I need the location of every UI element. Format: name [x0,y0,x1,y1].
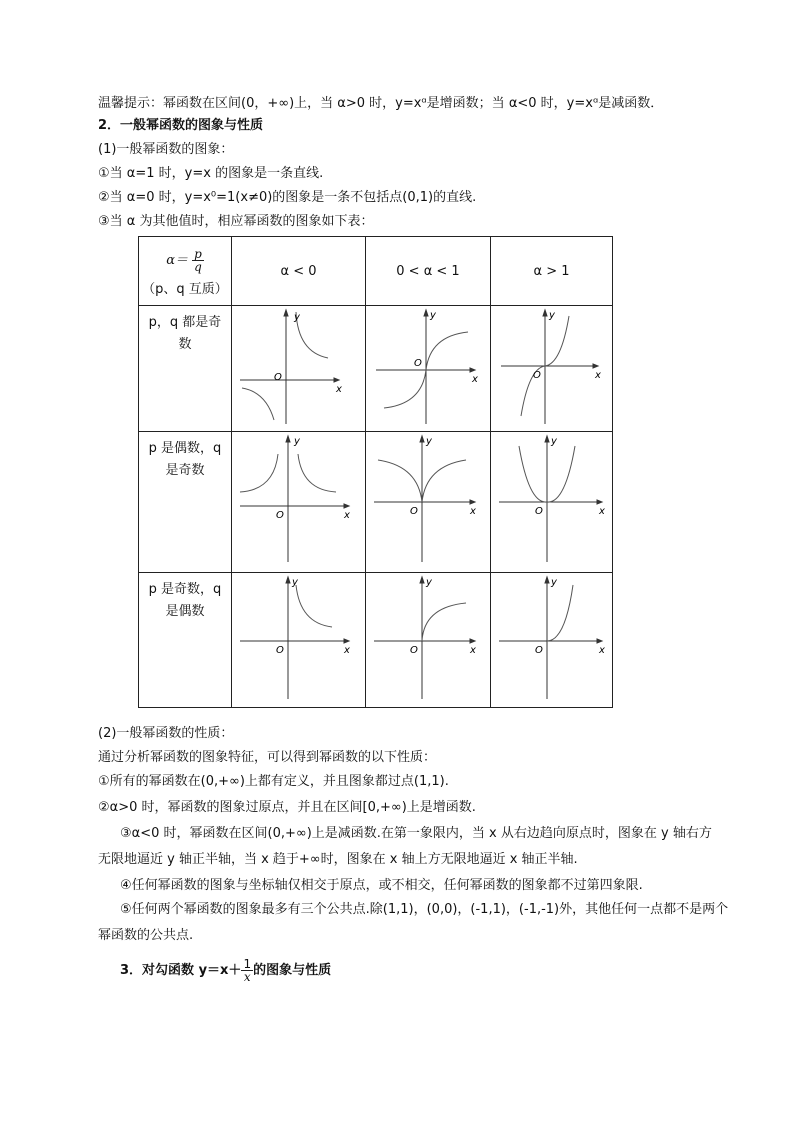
svg-text:O: O [276,645,284,656]
graph-odd-odd-neg [232,306,366,432]
col-header-mid: 0 < α < 1 [366,237,491,306]
svg-text:y: y [426,436,432,447]
svg-text:x: x [344,645,350,656]
prop-3-line2: 无限地逼近 y 轴正半轴，当 x 趋于+∞时，图象在 x 轴上方无限地逼近 x 轴正半轴. [98,852,578,867]
svg-text:x: x [470,645,476,656]
graph-even-odd-big [491,432,613,573]
svg-text:O: O [535,506,543,517]
svg-text:y: y [294,312,300,323]
svg-text:x: x [470,506,476,517]
prop-5-line2: 幂函数的公共点. [98,928,194,943]
svg-text:x: x [472,374,478,385]
svg-text:O: O [410,645,418,656]
row-header-odd-even: p 是奇数，q 是偶数 [139,573,232,708]
svg-text:x: x [344,510,350,521]
row-header-odd-odd: p，q 都是奇 数 [139,306,232,432]
svg-text:y: y [426,577,432,588]
p-over-q: $\frac{p}{q}$ [194,246,202,274]
sub1-title: (1)一般幂函数的图象： [98,142,234,157]
svg-text:O: O [414,358,422,369]
coprime-note: （p、q 互质） [142,281,228,297]
svg-text:y: y [430,310,436,321]
prop-3-line1: ③α<0 时，幂函数在区间(0,+∞)上是减函数.在第一象限内，当 x 从右边趋向原点时，图象在 y 轴右方 [120,826,712,841]
prop-5-line1: ⑤任何两个幂函数的图象最多有三个公共点.除(1,1)，(0,0)，(-1,1)，(-1,-1)外，其他任何一点都不是两个 [120,902,729,917]
svg-text:O: O [533,370,541,381]
col-header-neg: α < 0 [232,237,366,306]
svg-text:y: y [551,577,557,588]
svg-text:y: y [292,577,298,588]
section-2-title: 2．一般幂函数的图象与性质 [98,118,264,133]
item-2: ②当 α=0 时，y=x⁰=1(x≠0)的图象是一条不包括点(0,1)的直线. [98,190,477,205]
graph-svg [491,432,612,572]
svg-text:O: O [410,506,418,517]
tip-text: 温馨提示：幂函数在区间(0，+∞)上，当 α>0 时，y=xᵅ是增函数；当 α<0 时，y=xᵅ是减函数． [98,96,664,111]
svg-text:x: x [599,506,605,517]
svg-text:x: x [595,370,601,381]
svg-text:x: x [599,645,605,656]
prop-1: ①所有的幂函数在(0,+∞)上都有定义，并且图象都过点(1,1). [98,774,449,789]
svg-text:x: x [336,384,342,395]
svg-text:O: O [276,510,284,521]
graph-svg [366,432,490,572]
header-alpha-cell [139,237,232,306]
graph-even-odd-mid [366,432,491,573]
prop-4: ④任何幂函数的图象与坐标轴仅相交于原点，或不相交，任何幂函数的图象都不过第四象限. [120,878,643,893]
section-3-title: 3．对勾函数 y＝x＋ $\frac{1}{x}$ 的图象与性质 [120,957,332,984]
power-function-table [138,236,613,708]
graph-odd-odd-big [491,306,613,432]
graph-even-odd-neg [232,432,366,573]
graph-odd-even-big [491,573,613,708]
svg-text:y: y [294,436,300,447]
graph-svg [491,306,612,431]
graph-svg [232,573,365,707]
svg-text:y: y [551,436,557,447]
graph-svg [232,432,365,572]
svg-text:O: O [274,372,282,383]
sub2-title: (2)一般幂函数的性质： [98,726,234,741]
graph-svg [491,573,612,707]
props-intro: 通过分析幂函数的图象特征，可以得到幂函数的以下性质： [98,750,437,765]
graph-odd-even-mid [366,573,491,708]
item-1: ①当 α=1 时，y=x 的图象是一条直线. [98,166,324,181]
svg-text:O: O [535,645,543,656]
graph-svg [232,306,365,431]
item-3: ③当 α 为其他值时，相应幂函数的图象如下表： [98,214,374,229]
graph-svg [366,573,490,707]
one-over-x: $\frac{1}{x}$ [243,957,252,984]
graph-odd-even-neg [232,573,366,708]
svg-text:y: y [549,310,555,321]
graph-svg [366,306,490,431]
prop-2: ②α>0 时，幂函数的图象过原点，并且在区间[0,+∞)上是增函数. [98,800,476,815]
alpha-eq: α＝ [166,252,188,268]
graph-odd-odd-mid [366,306,491,432]
col-header-big: α > 1 [491,237,613,306]
row-header-even-odd: p 是偶数，q 是奇数 [139,432,232,573]
